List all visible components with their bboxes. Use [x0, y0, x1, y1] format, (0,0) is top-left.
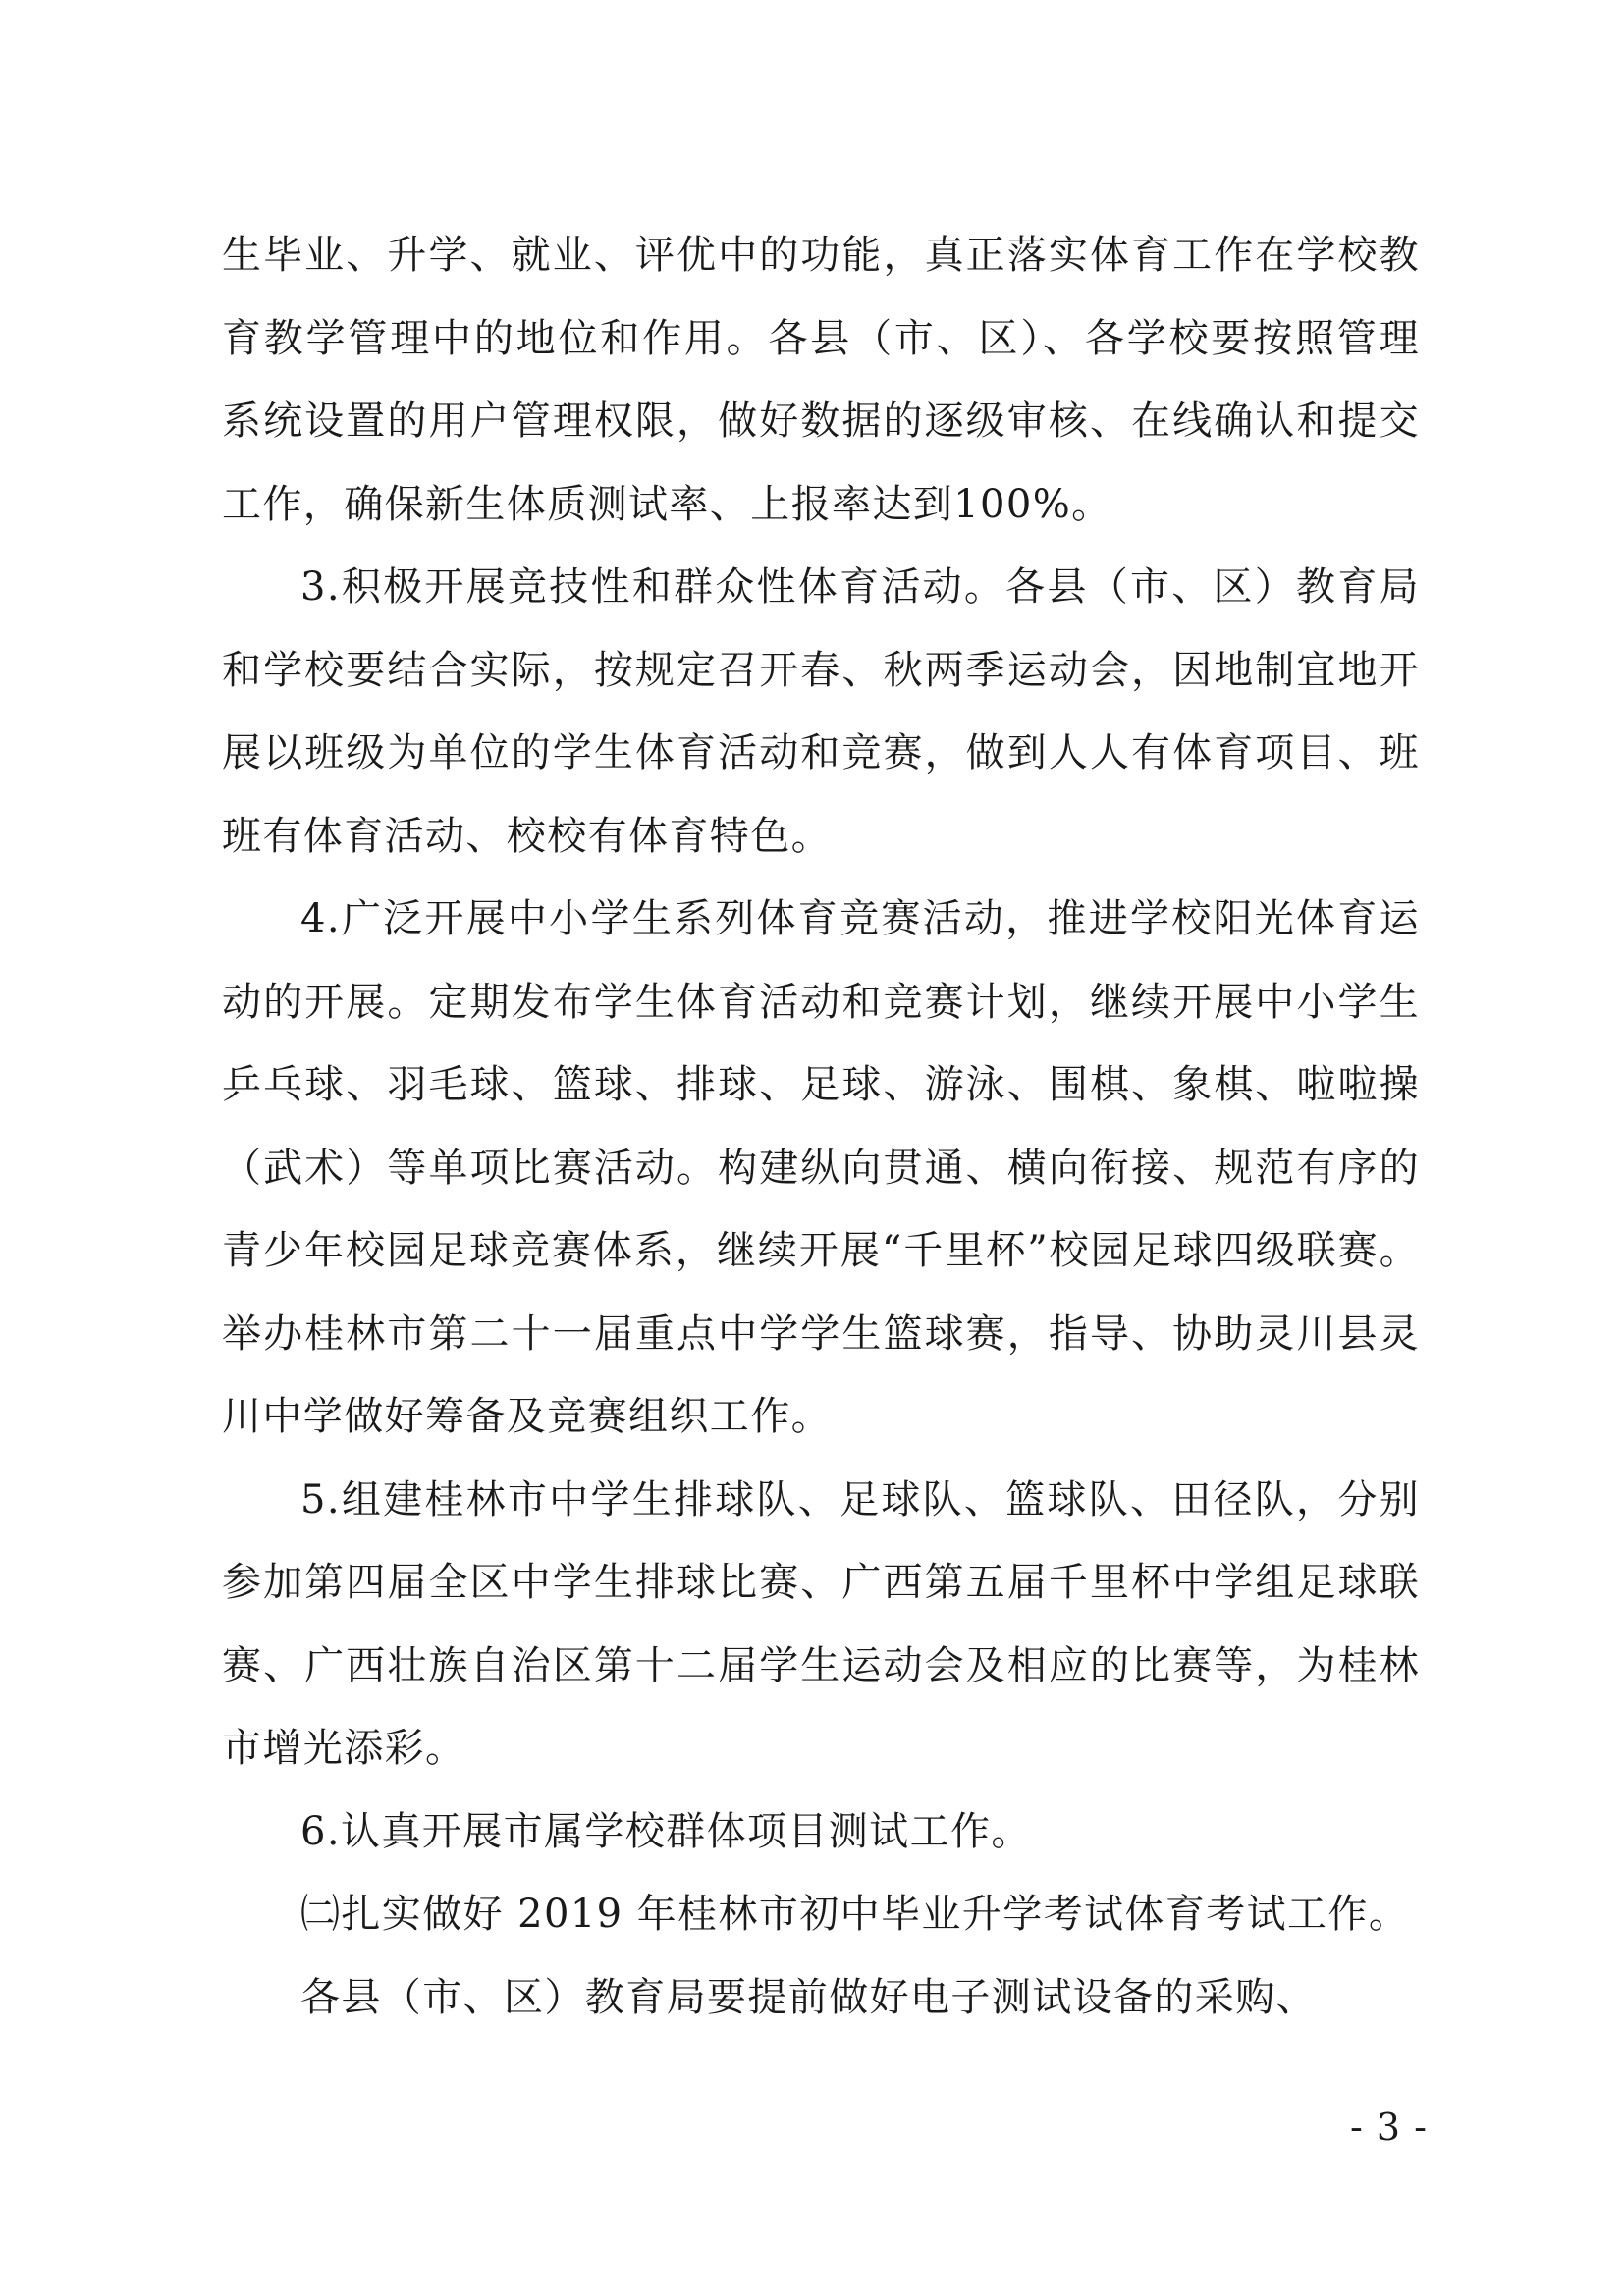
paragraph-item-5: 5.组建桂林市中学生排球队、足球队、篮球队、田径队，分别参加第四届全区中学生排球比赛、广西第五届千里杯中学组足球联赛、广西壮族自治区第十二届学生运动会及相应的比赛等，为桂林市增光添彩。	[222, 1476, 1420, 1771]
body-text	[222, 214, 1420, 2039]
paragraph-continued: 生毕业、升学、就业、评优中的功能，真正落实体育工作在学校教育教学管理中的地位和作用。各县（市、区）、各学校要按照管理系统设置的用户管理权限，做好数据的逐级审核、在线确认和提交工作，确保新生体质测试率、上报率达到100%。	[222, 233, 1420, 527]
section-heading-2: ㈡扎实做好 2019 年桂林市初中毕业升学考试体育考试工作。	[300, 1892, 1410, 1937]
paragraph-item-4: 4.广泛开展中小学生系列体育竞赛活动，推进学校阳光体育运动的开展。定期发布学生体育活动和竞赛计划，继续开展中小学生乒乓球、羽毛球、篮球、排球、足球、游泳、围棋、象棋、啦啦操（武术）等单项比赛活动。构建纵向贯通、横向衔接、规范有序的青少年校园足球竞赛体系，继续开展“千里杯”校园足球四级联赛。举办桂林市第二十一届重点中学学生篮球赛，指导、协助灵川县灵川中学做好筹备及竞赛组织工作。	[222, 896, 1420, 1439]
paragraph-item-6: 6.认真开展市属学校群体项目测试工作。	[300, 1808, 1032, 1854]
page-number: - 3 -	[1350, 2106, 1429, 2149]
paragraph-item-3: 3.积极开展竞技性和群众性体育活动。各县（市、区）教育局和学校要结合实际，按规定召开春、秋两季运动会，因地制宜地开展以班级为单位的学生体育活动和竞赛，做到人人有体育项目、班班有体育活动、校校有体育特色。	[222, 564, 1420, 859]
paragraph-last: 各县（市、区）教育局要提前做好电子测试设备的采购、	[300, 1974, 1317, 2020]
